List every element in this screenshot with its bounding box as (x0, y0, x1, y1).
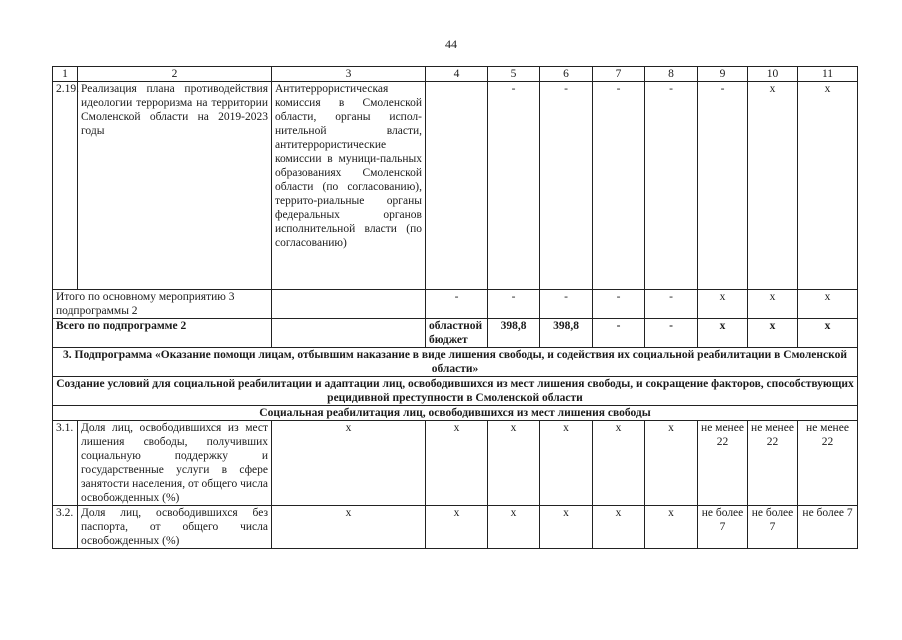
target-cell: не более 7 (798, 506, 858, 549)
header-cell: 7 (593, 67, 645, 82)
total-sub-label: Всего по подпрограмме 2 (53, 319, 272, 348)
activity-name: Реализация плана противодействия идеологии терроризма на территории Смоленской области на 2019-2023 годы (78, 82, 272, 290)
value-cell: x (488, 421, 540, 506)
header-cell: 10 (748, 67, 798, 82)
target-cell: не более 7 (748, 506, 798, 549)
value-cell: - (593, 319, 645, 348)
value-cell: - (698, 82, 748, 290)
value-cell: - (540, 82, 593, 290)
executor: Антитеррористическая комиссия в Смоленской области, органы испол-нительной власти, антитеррористические комиссии в муници-пальных образованиях Смоленской области (по согласованию), террито-риальные органы федеральных органов исполнительной власти (по согласованию) (272, 82, 426, 290)
target-cell: не менее 22 (698, 421, 748, 506)
header-row (53, 67, 858, 82)
value-cell: 398,8 (540, 319, 593, 348)
value-cell: x (593, 506, 645, 549)
value-cell: - (645, 82, 698, 290)
header-cell: 1 (53, 67, 78, 82)
value-cell: x (645, 421, 698, 506)
value-cell: x (426, 421, 488, 506)
value-cell: - (593, 290, 645, 319)
value-cell: x (798, 319, 858, 348)
target-cell: не более 7 (698, 506, 748, 549)
page-number: 44 (445, 37, 457, 51)
program-table (52, 66, 858, 549)
value-cell: x (272, 421, 426, 506)
value-cell: x (426, 506, 488, 549)
section-title: 3. Подпрограмма «Оказание помощи лицам, отбывшим наказание в виде лишения свободы, и содействия их социальной реабилитации в Смоленской области» (53, 348, 858, 377)
indicator-name: Доля лиц, освободившихся из мест лишения свободы, получивших социальную поддержку и государственные услуги в сфере занятости населения, от общего числа освобожденных (%) (78, 421, 272, 506)
value-cell: x (798, 290, 858, 319)
value-cell: x (488, 506, 540, 549)
section-3-row (53, 348, 858, 377)
header-cell: 9 (698, 67, 748, 82)
table-row-3-2 (53, 506, 858, 549)
goal-title: Создание условий для социальной реабилитации и адаптации лиц, освободившихся из мест лишения свободы, и сокращение факторов, способствующих рецидивной преступности в Смоленской области (53, 377, 858, 406)
row-number: 2.19. (53, 82, 78, 290)
value-cell: x (698, 319, 748, 348)
header-cell: 5 (488, 67, 540, 82)
table-row-3-1 (53, 421, 858, 506)
indicator-name: Доля лиц, освободившихся без паспорта, от общего числа освобожденных (%) (78, 506, 272, 549)
value-cell: x (645, 506, 698, 549)
target-cell: не менее 22 (748, 421, 798, 506)
row-number: 3.2. (53, 506, 78, 549)
header-cell: 8 (645, 67, 698, 82)
value-cell: - (593, 82, 645, 290)
task-row (53, 406, 858, 421)
table-row-2-19 (53, 82, 858, 290)
goal-row (53, 377, 858, 406)
total-main-label: Итого по основному мероприятию 3 подпрограммы 2 (53, 290, 272, 319)
value-cell: x (748, 82, 798, 290)
value-cell: x (748, 290, 798, 319)
value-cell: x (748, 319, 798, 348)
value-cell: x (593, 421, 645, 506)
header-cell: 2 (78, 67, 272, 82)
value-cell: - (645, 290, 698, 319)
value-cell: x (540, 421, 593, 506)
value-cell: x (798, 82, 858, 290)
funding-source: областной бюджет (426, 319, 488, 348)
header-cell: 6 (540, 67, 593, 82)
value-cell: x (540, 506, 593, 549)
value-cell: x (698, 290, 748, 319)
value-cell: - (540, 290, 593, 319)
target-cell: не менее 22 (798, 421, 858, 506)
value-cell: - (645, 319, 698, 348)
row-number: 3.1. (53, 421, 78, 506)
header-cell: 4 (426, 67, 488, 82)
table-row-total-sub (53, 319, 858, 348)
value-cell: - (426, 290, 488, 319)
header-cell: 11 (798, 67, 858, 82)
value-cell: - (488, 82, 540, 290)
table-row-total-main (53, 290, 858, 319)
value-cell: 398,8 (488, 319, 540, 348)
value-cell: x (272, 506, 426, 549)
value-cell: - (488, 290, 540, 319)
header-cell: 3 (272, 67, 426, 82)
task-title: Социальная реабилитация лиц, освободившихся из мест лишения свободы (53, 406, 858, 421)
